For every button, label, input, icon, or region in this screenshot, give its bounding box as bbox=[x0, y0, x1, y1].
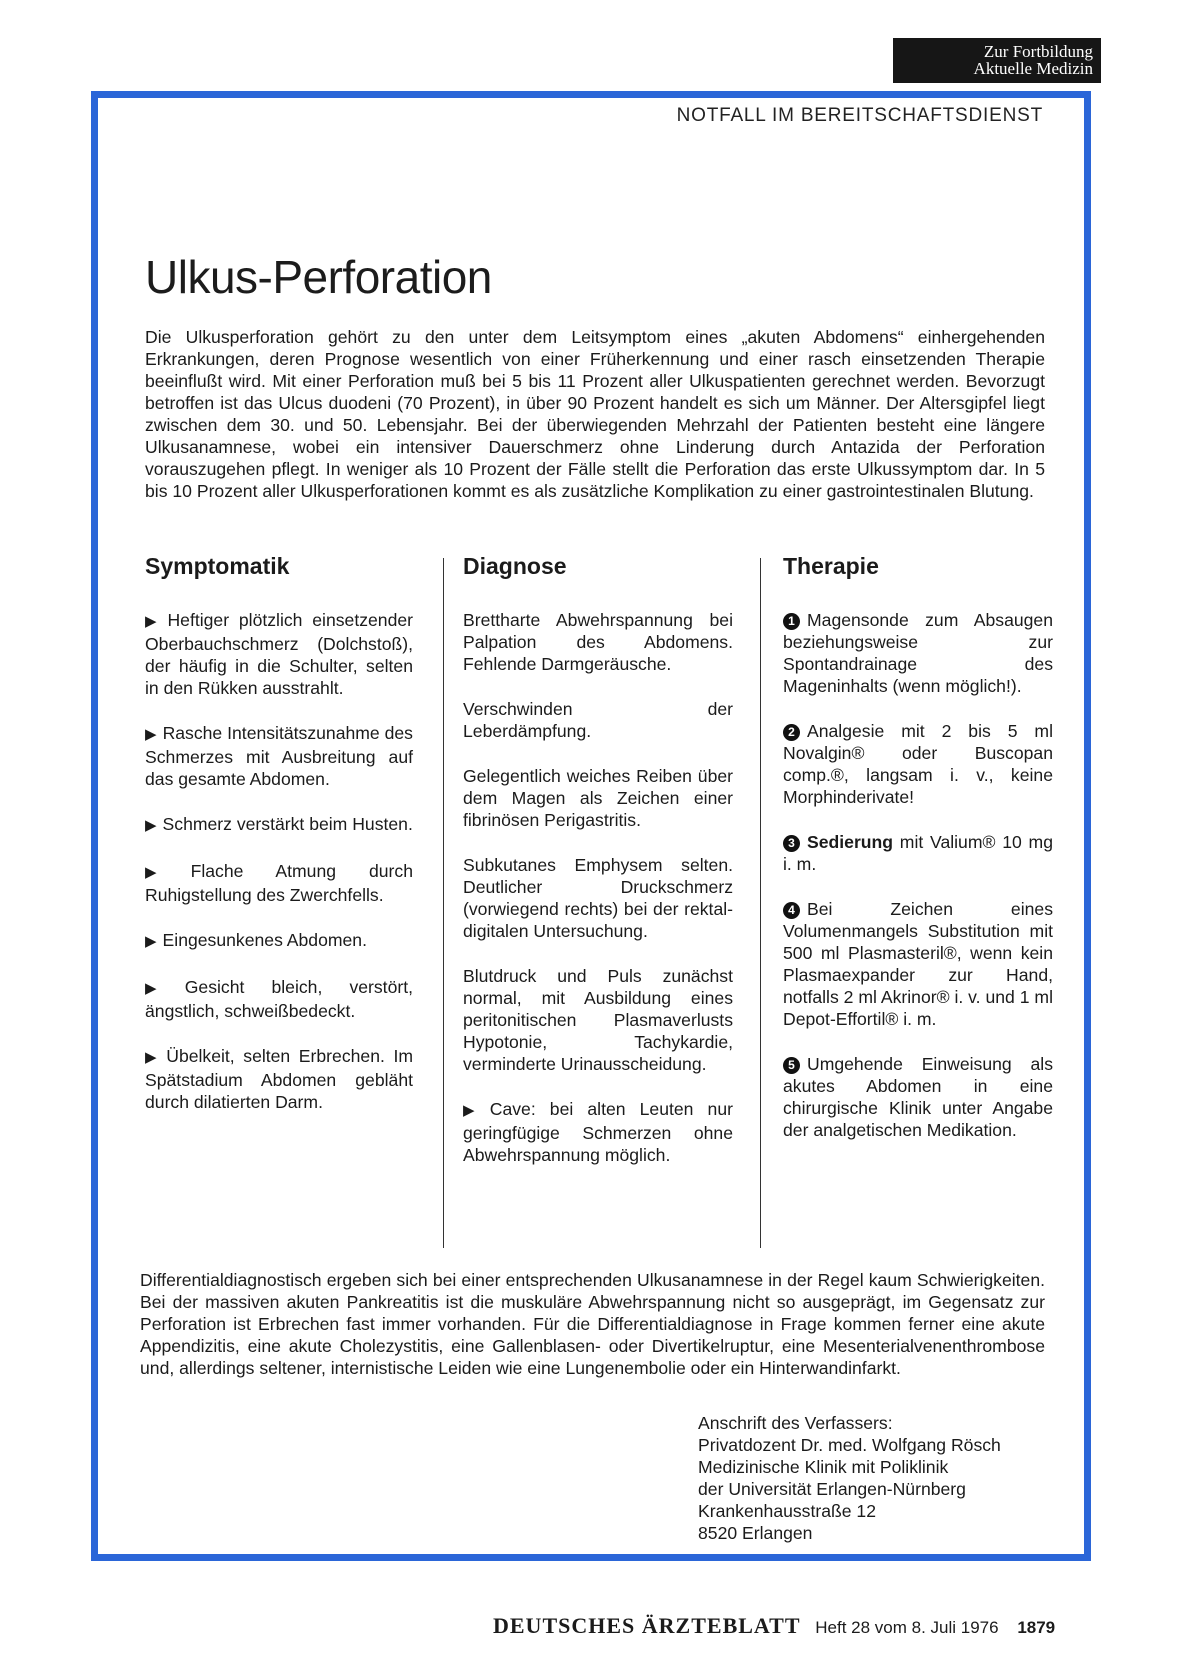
address-line: Anschrift des Verfassers: bbox=[698, 1413, 893, 1433]
arrow-bullet-icon: ▶ bbox=[145, 613, 162, 630]
list-item: ▶ Schmerz verstärkt beim Husten. bbox=[145, 814, 413, 834]
list-item: Verschwinden der Leberdämpfung. bbox=[463, 699, 733, 741]
arrow-bullet-icon: ▶ bbox=[145, 933, 157, 950]
address-line: der Universität Erlangen-Nürnberg bbox=[698, 1479, 966, 1499]
number-3-icon: 3 bbox=[783, 835, 800, 852]
journal-name: DEUTSCHES ÄRZTEBLATT bbox=[493, 1613, 801, 1638]
list-item: ▶ Heftiger plötzlich einsetzender Oberbauchschmerz (Dolchstoß), der häufig in die Schulter, selten in den Rükken ausstrahlt. bbox=[145, 610, 413, 698]
list-item: Subkutanes Emphysem selten. Deutlicher Druckschmerz (vorwiegend rechts) bei der rektal-digitalen Untersuchung. bbox=[463, 855, 733, 941]
number-1-icon: 1 bbox=[783, 613, 800, 630]
list-item: Gelegentlich weiches Reiben über dem Magen als Zeichen einer fibrinösen Perigastritis. bbox=[463, 766, 733, 830]
address-line: Privatdozent Dr. med. Wolfgang Rösch bbox=[698, 1435, 1001, 1455]
list-item: 1 Magensonde zum Absaugen beziehungsweise zur Spontandrainage des Mageninhalts (wenn möglich!). bbox=[783, 610, 1053, 696]
arrow-bullet-icon: ▶ bbox=[463, 1102, 484, 1119]
section-badge bbox=[893, 38, 1101, 83]
diagnose-column bbox=[463, 553, 733, 1189]
symptomatik-heading: Symptomatik bbox=[145, 553, 290, 579]
symptomatik-column bbox=[145, 553, 413, 1136]
intro-paragraph: Die Ulkusperforation gehört zu den unter dem Leitsymptom eines „akuten Abdomens“ einhergehenden Erkrankungen, deren Prognose wesentlich von einer Früherkennung und einer rasch einsetzenden Therapie beeinflußt wird. Mit einer Perforation muß bei 5 bis 11 Prozent aller Ulkuspatienten gerechnet werden. Bevorzugt betroffen ist das Ulcus duodeni (70 Prozent), in über 90 Prozent handelt es sich um Männer. Der Altersgipfel liegt zwischen dem 30. und 50. Lebensjahr. Bei der überwiegenden Mehrzahl der Patienten besteht eine längere Ulkusanamnese, wobei ein intensiver Dauerschmerz ohne Linderung durch Antazida der Perforation vorauszugehen pflegt. In weniger als 10 Prozent der Fälle stellt die Perforation das erste Ulkussymptom dar. In 5 bis 10 Prozent aller Ulkusperforationen kommt es als zusätzliche Komplikation zu einer gastrointestinalen Blutung. bbox=[145, 327, 1045, 501]
list-item: 2 Analgesie mit 2 bis 5 ml Novalgin® oder Buscopan comp.®, langsam i. v., keine Morphinderivate! bbox=[783, 721, 1053, 807]
page-footer bbox=[493, 1613, 1055, 1639]
differential-diagnosis-paragraph: Differentialdiagnostisch ergeben sich bei einer entsprechenden Ulkusanamnese in der Regel kaum Schwierigkeiten. Bei der massiven akuten Pankreatitis ist die muskuläre Abwehrspannung nicht so ausgeprägt, im Gegensatz zur Perforation ist Erbrechen fast immer vorhanden. Für die Differentialdiagnose in Frage kommen ferner eine akute Appendizitis, eine akute Cholezystitis, eine Gallenblasen- oder Divertikelruptur, eine Mesenterialvenenthrombose und, allerdings seltener, internistische Leiden wie eine Lungenembolie oder ein Hinterwandinfarkt. bbox=[140, 1270, 1045, 1378]
arrow-bullet-icon: ▶ bbox=[145, 980, 179, 997]
list-item: ▶ Cave: bei alten Leuten nur geringfügige Schmerzen ohne Abwehrspannung möglich. bbox=[463, 1099, 733, 1165]
section-label: NOTFALL IM BEREITSCHAFTSDIENST bbox=[676, 105, 1043, 126]
therapie-heading: Therapie bbox=[783, 553, 879, 579]
address-line: 8520 Erlangen bbox=[698, 1523, 813, 1543]
number-5-icon: 5 bbox=[783, 1057, 800, 1074]
list-item: Blutdruck und Puls zunächst normal, mit Ausbildung eines peritonitischen Plasmaverlusts Hypotonie, Tachykardie, verminderte Urinausscheidung. bbox=[463, 966, 733, 1074]
list-item: ▶ Übelkeit, selten Erbrechen. Im Spätstadium Abdomen gebläht durch dilatierten Darm. bbox=[145, 1046, 413, 1112]
address-line: Krankenhausstraße 12 bbox=[698, 1501, 876, 1521]
list-item: ▶ Eingesunkenes Abdomen. bbox=[145, 930, 367, 950]
number-2-icon: 2 bbox=[783, 724, 800, 741]
arrow-bullet-icon: ▶ bbox=[145, 864, 185, 881]
page-number: 1879 bbox=[1017, 1618, 1056, 1637]
badge-line-2: Aktuelle Medizin bbox=[973, 59, 1093, 78]
list-item: 5 Umgehende Einweisung als akutes Abdomen in eine chirurgische Klinik unter Angabe der analgetischen Medikation. bbox=[783, 1054, 1053, 1140]
article-title: Ulkus-Perforation bbox=[145, 251, 492, 303]
arrow-bullet-icon: ▶ bbox=[145, 726, 157, 743]
number-4-icon: 4 bbox=[783, 902, 800, 919]
arrow-bullet-icon: ▶ bbox=[145, 817, 157, 834]
column-divider bbox=[443, 558, 444, 1248]
badge-line-1: Zur Fortbildung bbox=[983, 42, 1093, 61]
address-line: Medizinische Klinik mit Poliklinik bbox=[698, 1457, 949, 1477]
list-item: ▶ Flache Atmung durch Ruhigstellung des Zwerchfells. bbox=[145, 861, 413, 905]
column-divider bbox=[760, 558, 761, 1248]
list-item: 4 Bei Zeichen eines Volumenmangels Substitution mit 500 ml Plasmasteril®, wenn kein Plasmaexpander zur Hand, notfalls 2 ml Akrinor® i. v. und 1 ml Depot-Effortil® i. m. bbox=[783, 899, 1053, 1029]
issue-info: Heft 28 vom 8. Juli 1976 bbox=[815, 1618, 999, 1637]
list-item: ▶ Rasche Intensitätszunahme des Schmerzes mit Ausbreitung auf das gesamte Abdomen. bbox=[145, 723, 413, 789]
list-item: ▶ Gesicht bleich, verstört, ängstlich, schweißbedeckt. bbox=[145, 977, 413, 1021]
author-address bbox=[698, 1412, 1001, 1544]
diagnose-heading: Diagnose bbox=[463, 553, 567, 579]
arrow-bullet-icon: ▶ bbox=[145, 1049, 161, 1066]
list-item: Brettharte Abwehrspannung bei Palpation des Abdomens. Fehlende Darmgeräusche. bbox=[463, 610, 733, 674]
therapie-column bbox=[783, 553, 1053, 1164]
list-item: 3 Sedierung mit Valium® 10 mg i. m. bbox=[783, 832, 1053, 874]
